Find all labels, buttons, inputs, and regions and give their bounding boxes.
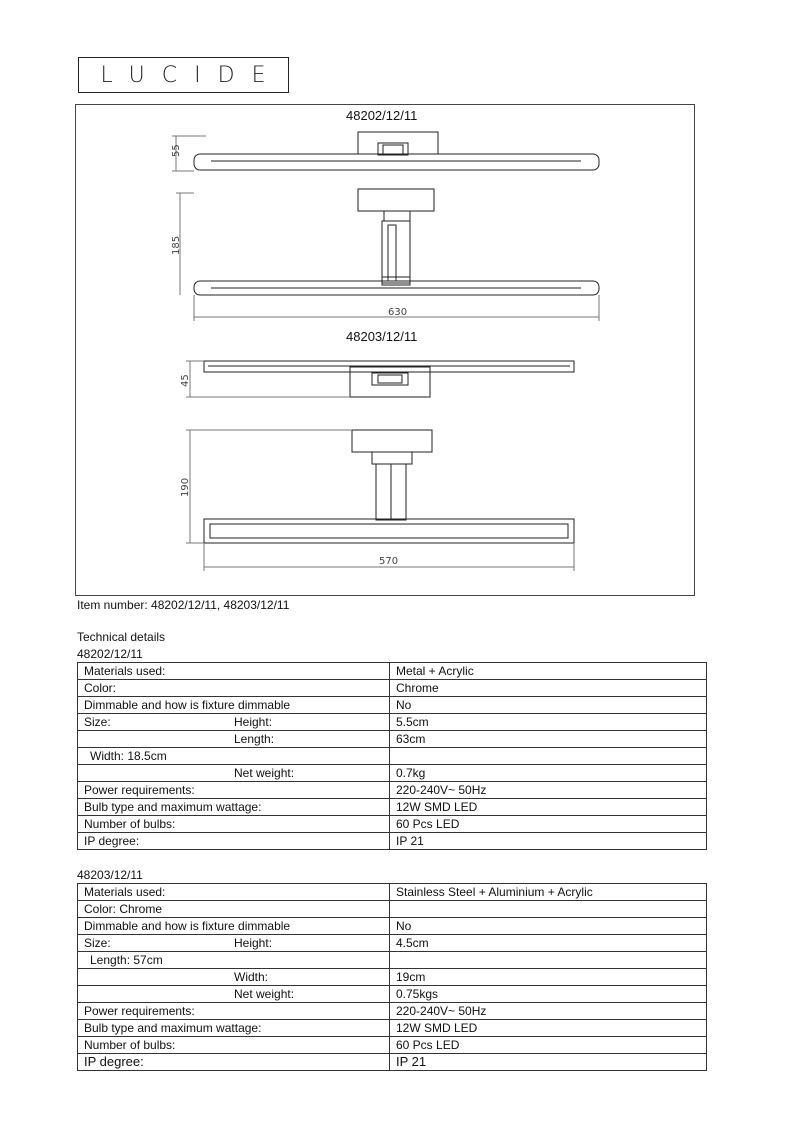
table-row [78,969,707,986]
spec-label: Power requirements: [78,782,390,799]
brand-logo: LUCIDE [78,57,289,93]
spec-sublabel: Height: [234,936,273,950]
dim-a-length: 630 [388,307,408,318]
spec-value [390,901,707,918]
spec-value: IP 21 [390,1054,707,1071]
table-row [78,918,707,935]
dim-b-height: 45 [180,374,191,387]
dim-a-height: 55 [171,144,182,157]
spec-value [390,952,707,969]
spec-table-a [77,662,707,850]
spec-label: Materials used: [78,663,390,680]
spec-value: Chrome [390,680,707,697]
table-row [78,935,707,952]
dim-b-length: 570 [379,556,399,567]
spec-value: Metal + Acrylic [390,663,707,680]
table-row [78,952,707,969]
table-row [78,782,707,799]
table-row [78,901,707,918]
model-b-label: 48203/12/11 [346,329,418,344]
table-row [78,697,707,714]
technical-details-heading: Technical details [77,630,166,644]
model-a-label: 48202/12/11 [346,108,418,123]
item-number-line: Item number: 48202/12/11, 48203/12/11 [77,598,290,612]
spec-label: Power requirements: [78,1003,390,1020]
model-b-front-view [186,361,574,397]
table-row [78,680,707,697]
spec-value: 63cm [390,731,707,748]
spec-sublabel: Length: [234,732,275,746]
spec-value: No [390,918,707,935]
table-row [78,884,707,901]
spec-value: IP 21 [390,833,707,850]
spec-sublabel: Net weight: [234,987,295,1001]
spec-value [390,748,707,765]
table-row [78,731,707,748]
spec-value: 220-240V~ 50Hz [390,782,707,799]
spec-label: Width: 18.5cm [90,749,167,763]
model-a-side-view [176,189,599,321]
spec-value: 0.75kgs [390,986,707,1003]
spec-label: Size: [84,936,111,950]
table-row [78,986,707,1003]
spec-sublabel: Width: [234,970,269,984]
spec-label: Dimmable and how is fixture dimmable [78,918,390,935]
spec-label: Dimmable and how is fixture dimmable [78,697,390,714]
spec-value: No [390,697,707,714]
table-row [78,1054,707,1071]
spec-value: 5.5cm [390,714,707,731]
spec-value: 4.5cm [390,935,707,952]
spec-label: Color: [78,680,390,697]
dim-a-depth: 185 [171,235,182,255]
table-row [78,799,707,816]
table-row [78,1037,707,1054]
spec-label: Materials used: [78,884,390,901]
table-b-title: 48203/12/11 [77,868,143,882]
spec-label: Number of bulbs: [78,1037,390,1054]
spec-table-b [77,883,707,1071]
spec-label: Color: Chrome [78,901,390,918]
spec-label: Bulb type and maximum wattage: [78,799,390,816]
spec-label: IP degree: [78,1054,390,1071]
spec-sublabel: Net weight: [234,766,295,780]
spec-value: 60 Pcs LED [390,1037,707,1054]
spec-label: IP degree: [78,833,390,850]
table-row [78,833,707,850]
table-row [78,663,707,680]
table-row [78,816,707,833]
spec-label: Length: 57cm [90,953,163,967]
table-row [78,748,707,765]
table-row [78,714,707,731]
dim-b-depth: 190 [180,477,191,497]
spec-label: Bulb type and maximum wattage: [78,1020,390,1037]
spec-value: Stainless Steel + Aluminium + Acrylic [390,884,707,901]
table-row [78,765,707,782]
spec-value: 19cm [390,969,707,986]
spec-sublabel: Height: [234,715,273,729]
spec-label: Size: [84,715,111,729]
model-b-side-view [186,430,574,571]
table-row [78,1020,707,1037]
model-a-front-view [172,132,599,171]
spec-value: 12W SMD LED [390,1020,707,1037]
spec-value: 60 Pcs LED [390,816,707,833]
spec-value: 220-240V~ 50Hz [390,1003,707,1020]
table-row [78,1003,707,1020]
spec-value: 12W SMD LED [390,799,707,816]
drawing-svg [76,105,696,597]
technical-drawing [75,104,695,596]
spec-label: Number of bulbs: [78,816,390,833]
table-a-title: 48202/12/11 [77,647,143,661]
spec-value: 0.7kg [390,765,707,782]
